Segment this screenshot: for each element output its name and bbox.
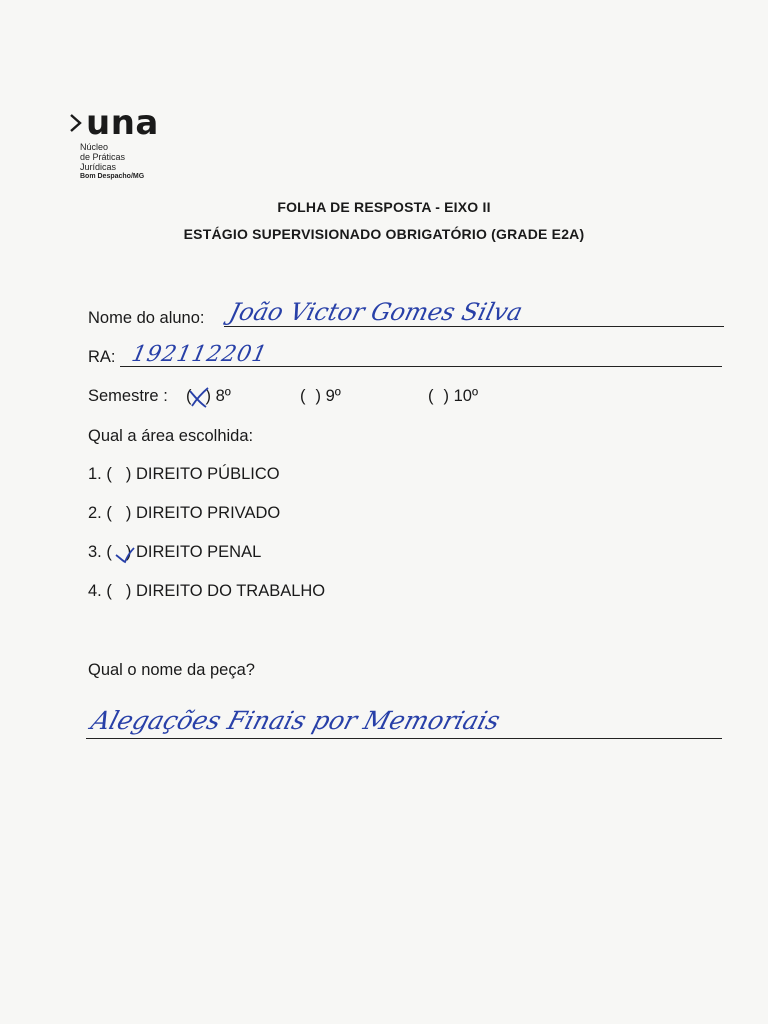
student-name-line xyxy=(224,326,724,327)
paren-open: ( xyxy=(186,387,192,405)
una-logo xyxy=(68,103,208,182)
ra-handwritten[interactable]: 192112201 xyxy=(129,342,270,367)
piece-answer-line xyxy=(86,738,722,739)
option-label: DIREITO PÚBLICO xyxy=(135,465,280,483)
semester-option-10[interactable] xyxy=(428,387,478,406)
chevron-logo-icon xyxy=(68,112,84,134)
option-label: DIREITO PENAL xyxy=(135,543,262,561)
logo-location: Bom Despacho/MG xyxy=(80,173,145,180)
student-name-handwritten[interactable]: João Victor Gomes Silva xyxy=(226,298,526,326)
paren-open: ( xyxy=(428,387,434,405)
page-subtitle: ESTÁGIO SUPERVISIONADO OBRIGATÓRIO (GRADE E2A) xyxy=(183,226,585,242)
check-mark-icon xyxy=(113,545,135,565)
option-label: DIREITO DO TRABALHO xyxy=(135,582,326,600)
paren-close: ) xyxy=(315,387,321,405)
logo-subtitle xyxy=(80,142,208,182)
logo-mark xyxy=(68,103,208,143)
logo-subtitle-line: Jurídicas xyxy=(80,162,117,172)
semester-label: Semestre : xyxy=(88,387,168,405)
paren-close: ) xyxy=(443,387,449,405)
logo-subtitle-line: de Práticas xyxy=(80,152,126,162)
semester-option-9[interactable] xyxy=(300,387,341,406)
semester-option-label: 8º xyxy=(215,387,231,405)
area-option-1[interactable]: 1. ( ) DIREITO PÚBLICO xyxy=(88,465,280,483)
area-question: Qual a área escolhida: xyxy=(88,427,254,445)
paren-close: ) xyxy=(205,387,211,405)
semester-option-label: 10º xyxy=(453,387,478,405)
option-number: 1. xyxy=(88,465,102,483)
option-number: 3. xyxy=(88,543,102,561)
option-label: DIREITO PRIVADO xyxy=(135,504,281,522)
logo-subtitle-line: Núcleo xyxy=(80,142,109,152)
paren-open: ( xyxy=(300,387,306,405)
area-option-3[interactable]: 3. ( ) DIREITO PENAL xyxy=(88,543,262,561)
area-option-2[interactable]: 2. ( ) DIREITO PRIVADO xyxy=(88,504,281,522)
piece-question: Qual o nome da peça? xyxy=(88,661,255,679)
piece-answer-handwritten[interactable]: Alegações Finais por Memoriais xyxy=(87,706,504,735)
semester-option-label: 9º xyxy=(325,387,341,405)
page-title: FOLHA DE RESPOSTA - EIXO II xyxy=(277,199,491,215)
option-number: 4. xyxy=(88,582,102,600)
ra-label: RA: xyxy=(88,348,116,366)
student-name-label: Nome do aluno: xyxy=(88,309,205,327)
option-number: 2. xyxy=(88,504,102,522)
x-mark-icon xyxy=(186,385,214,411)
area-option-4[interactable]: 4. ( ) DIREITO DO TRABALHO xyxy=(88,582,326,600)
logo-wordmark: una xyxy=(86,103,159,143)
